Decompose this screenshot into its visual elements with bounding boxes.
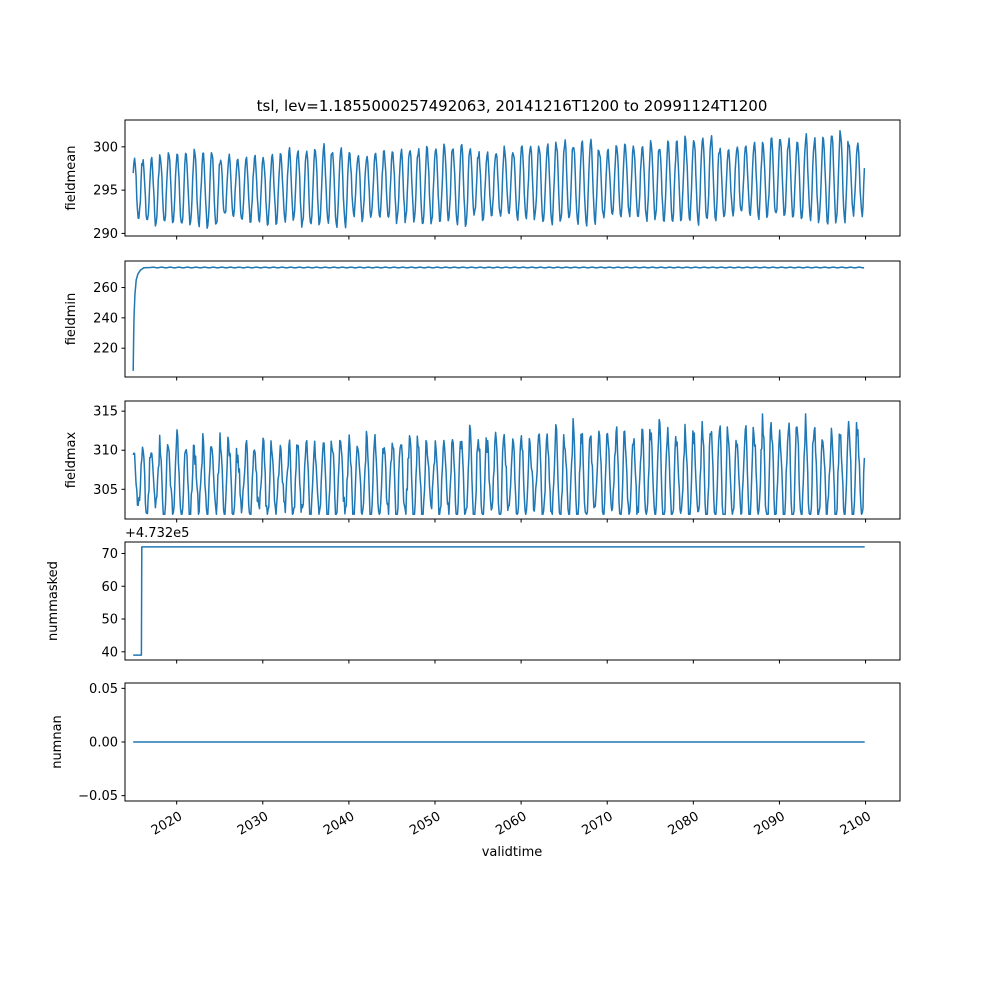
chart-title: tsl, lev=1.1855000257492063, 20141216T1200 to 20991124T1200 (256, 97, 768, 115)
fieldmax-y-axis-label: fieldmax (64, 431, 79, 489)
fieldmin-y-tick-label: 260 (93, 281, 118, 297)
fieldmin-y-tick-label: 240 (93, 311, 118, 327)
fieldmean-y-axis-label: fieldmean (64, 145, 79, 211)
fieldmin-y-axis-label: fieldmin (64, 292, 79, 346)
fieldmax-y-tick-label: 310 (93, 443, 118, 459)
x-tick-label: 2050 (407, 809, 444, 839)
nummasked-y-axis-label: nummasked (46, 561, 61, 641)
nummasked-offset-label: +4.732e5 (125, 526, 190, 541)
fieldmax-y-tick-label: 315 (93, 404, 118, 420)
x-tick-label: 2070 (579, 809, 616, 839)
x-tick-label: 2060 (493, 809, 530, 839)
nummasked-y-tick-label: 70 (101, 546, 118, 562)
numnan-y-tick-label: 0.00 (89, 735, 118, 751)
x-axis-label: validtime (481, 845, 543, 860)
x-tick-label: 2090 (751, 809, 788, 839)
fieldmax-y-tick-label: 305 (93, 482, 118, 498)
nummasked-y-tick-label: 50 (101, 612, 118, 628)
x-tick-label: 2080 (665, 809, 702, 839)
x-tick-label: 2040 (321, 809, 358, 839)
fieldmean-y-tick-label: 295 (93, 183, 118, 199)
nummasked-y-tick-label: 60 (101, 579, 118, 595)
numnan-y-axis-label: numnan (50, 715, 65, 769)
x-tick-label: 2100 (837, 809, 874, 839)
numnan-y-tick-label: −0.05 (78, 789, 118, 805)
fieldmean-y-tick-label: 300 (93, 140, 118, 156)
nummasked-y-tick-label: 40 (101, 645, 118, 661)
fieldmin-y-tick-label: 220 (93, 341, 118, 357)
x-tick-label: 2030 (235, 809, 272, 839)
numnan-y-tick-label: 0.05 (89, 681, 118, 697)
x-tick-label: 2020 (148, 809, 186, 839)
fieldmean-y-tick-label: 290 (93, 226, 118, 242)
